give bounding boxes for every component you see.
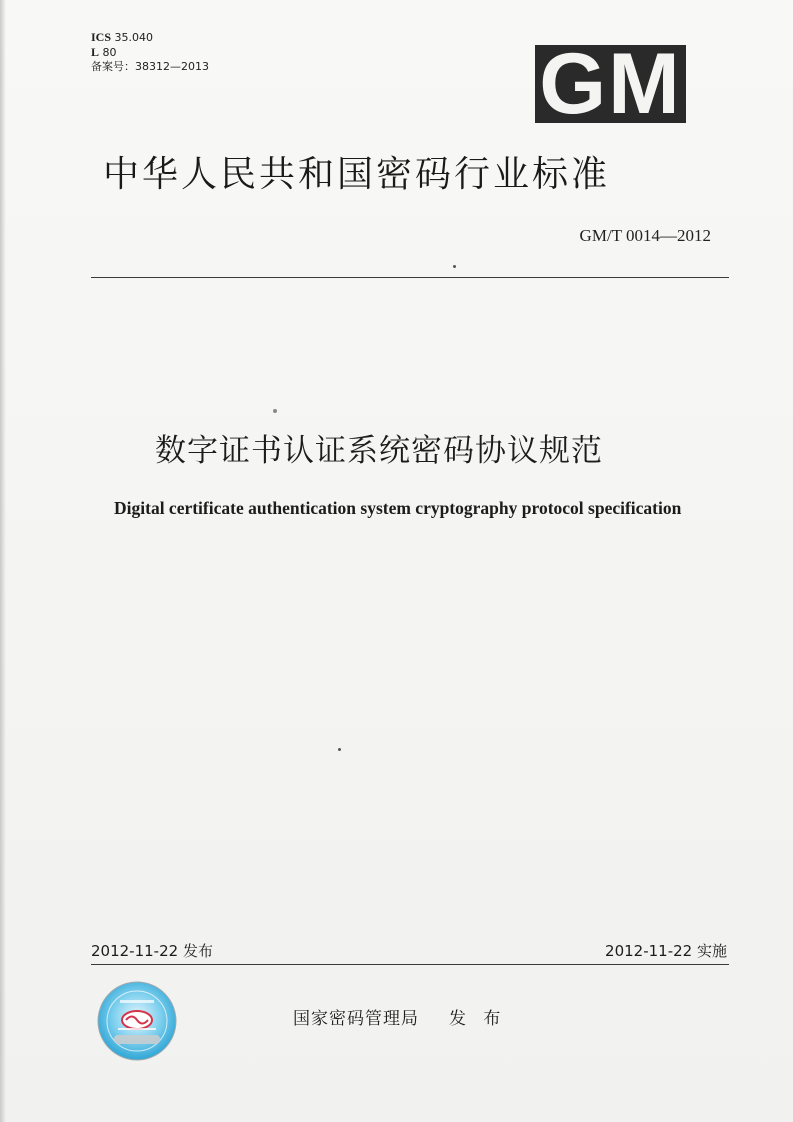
issuer-action: 发 布	[449, 1009, 507, 1029]
class-label: L	[91, 45, 100, 59]
document-title-chinese: 数字证书认证系统密码协议规范	[155, 433, 603, 469]
class-row	[91, 45, 209, 60]
record-label: 备案号	[91, 60, 124, 73]
gm-logo: GM	[535, 45, 686, 123]
issuer-line	[293, 1004, 506, 1029]
record-value: 38312—2013	[135, 60, 209, 73]
implement-date: 2012-11-22 实施	[605, 942, 727, 960]
scan-edge-shadow	[0, 0, 6, 1122]
bottom-divider	[91, 964, 729, 965]
publish-date: 2012-11-22 发布	[91, 942, 213, 960]
ics-value: 35.040	[114, 31, 154, 44]
classification-block	[91, 30, 209, 74]
scan-speck	[453, 265, 456, 268]
top-divider	[91, 277, 729, 278]
standard-code: GM/T 0014—2012	[579, 226, 711, 245]
scan-speck	[273, 409, 277, 413]
document-title-english: Digital certificate authentication system cryptography protocol specification	[114, 498, 682, 518]
class-value: 80	[102, 46, 117, 59]
record-row: 备案号：38312—2013	[91, 60, 209, 73]
scan-speck	[338, 748, 341, 751]
issuer-name: 国家密码管理局	[293, 1009, 419, 1029]
standard-category-title: 中华人民共和国密码行业标准	[103, 154, 611, 195]
ics-label: ICS	[91, 30, 112, 44]
anti-counterfeit-seal-icon	[96, 980, 178, 1062]
ics-row	[91, 30, 209, 45]
